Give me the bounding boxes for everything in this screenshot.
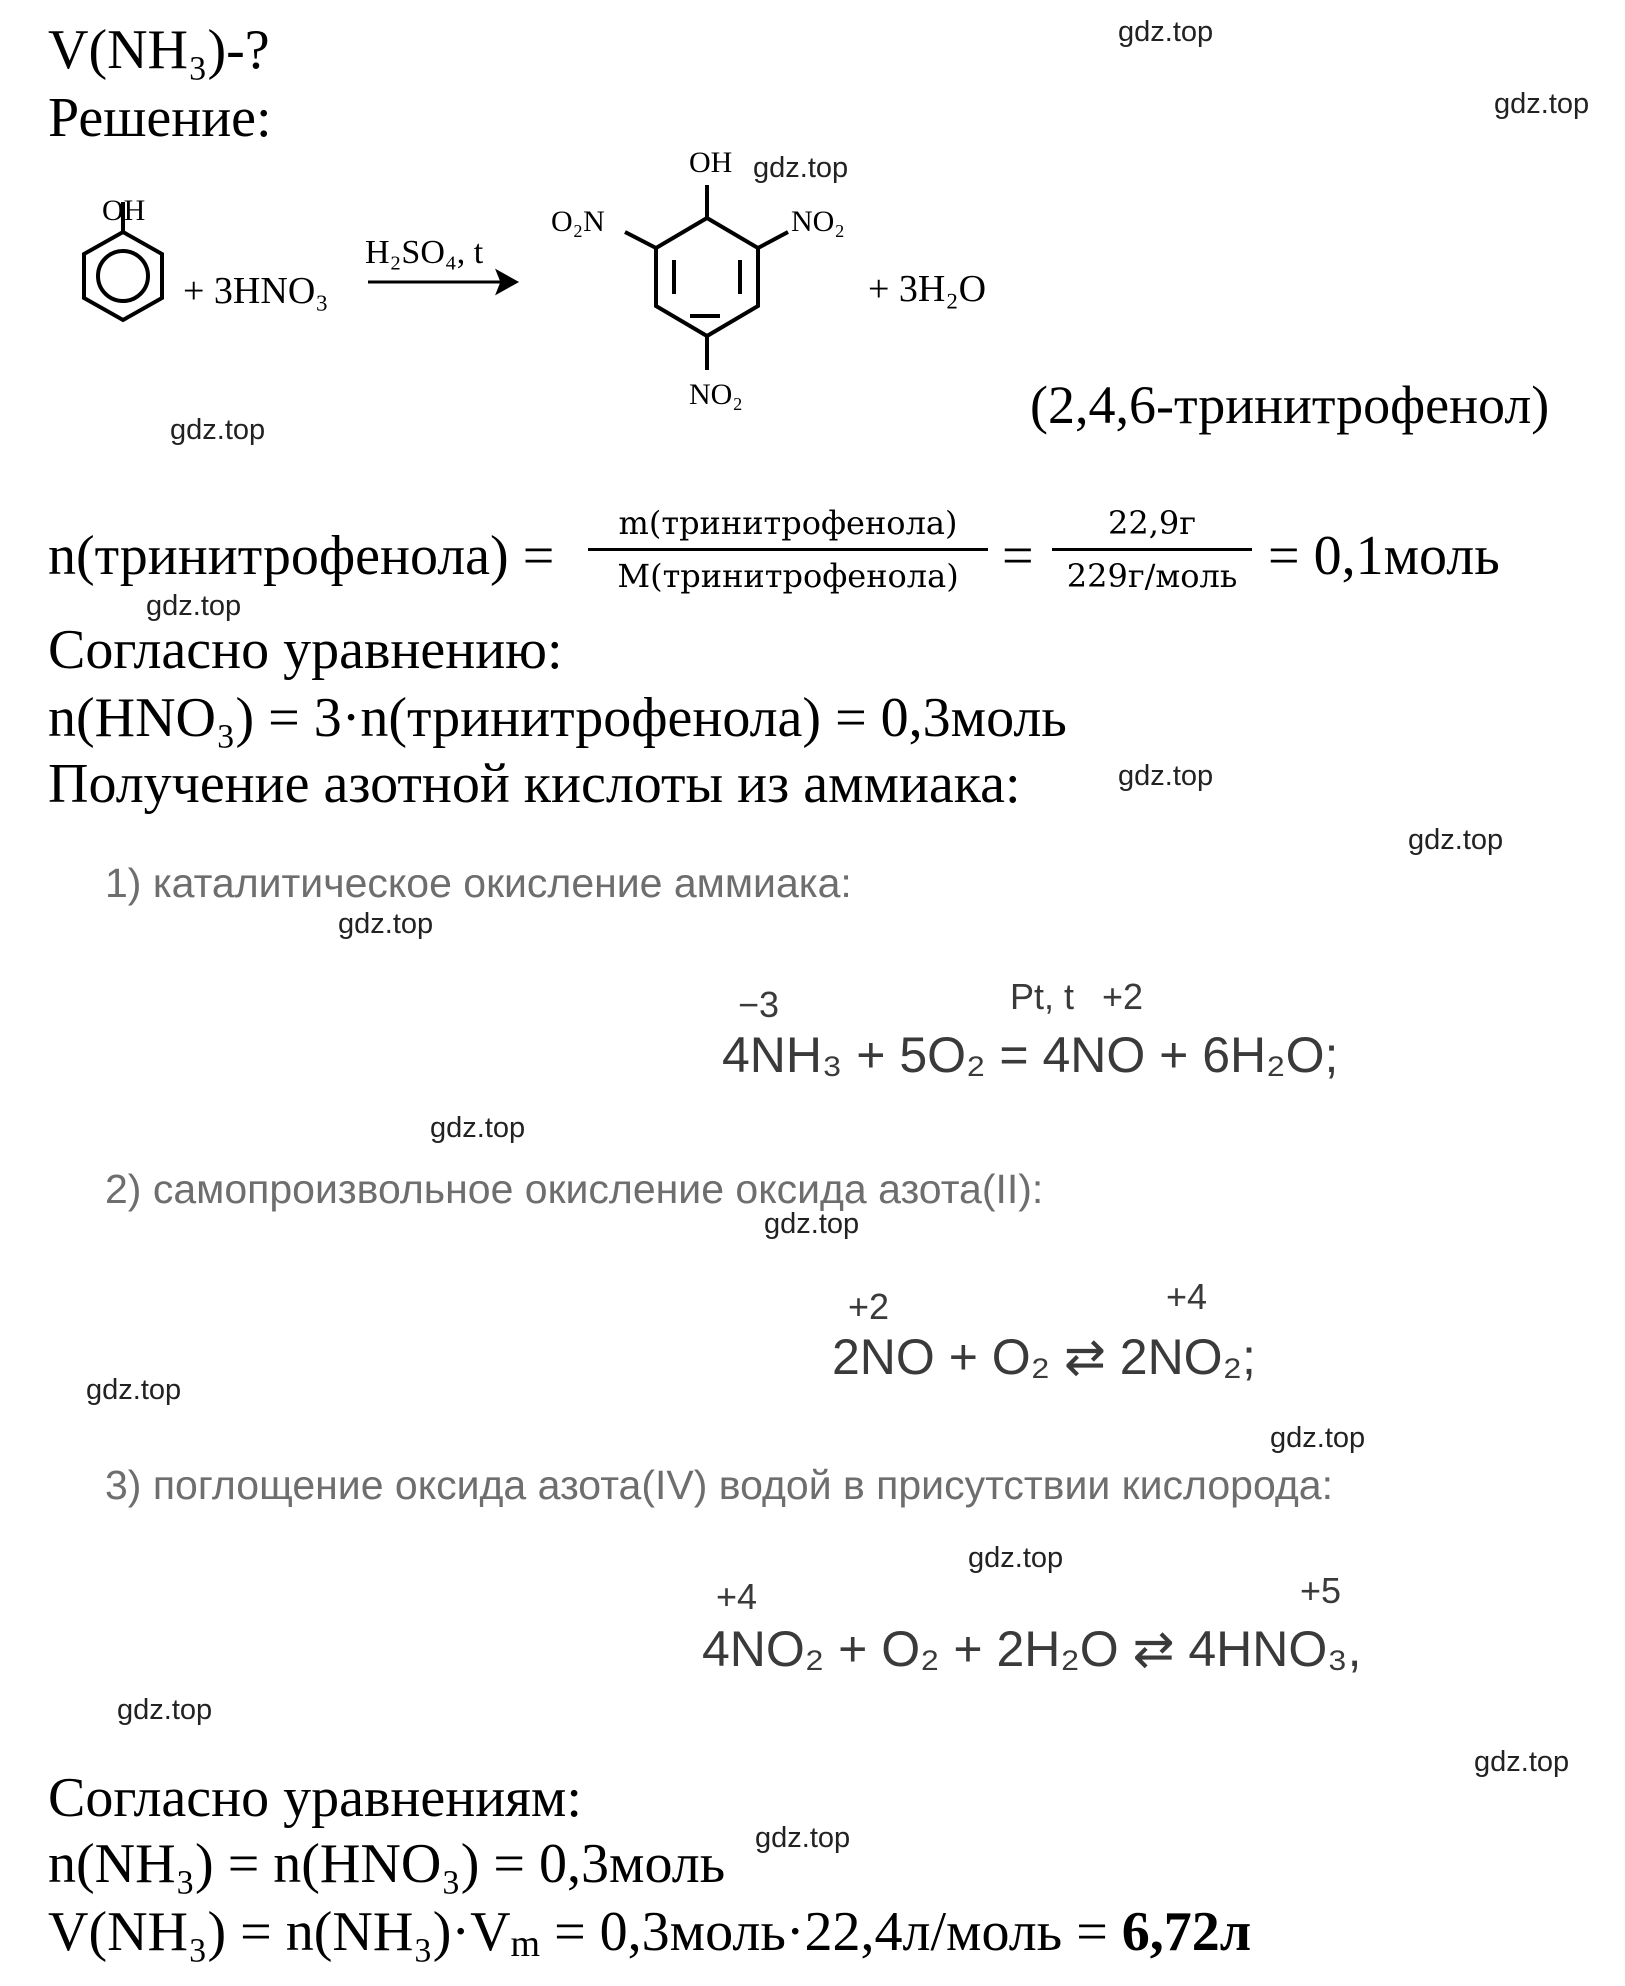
step3-ox-right: +5 [1300, 1570, 1342, 1611]
step2-equation: 2NO + O₂ ⇄ 2NO₂; [832, 1329, 1256, 1385]
phenol-oh-label: OH [102, 194, 146, 227]
watermark: gdz.top [146, 590, 242, 622]
product-oh-label: OH [689, 146, 733, 179]
reaction-arrow [368, 272, 516, 292]
watermark: gdz.top [1408, 824, 1504, 856]
product-o2n-label: O₂N [551, 205, 605, 238]
equals-sign: = [1002, 525, 1034, 587]
step1-text: 1) каталитическое окисление аммиака: [105, 860, 852, 906]
product-name: (2,4,6-тринитрофенол) [1030, 375, 1550, 435]
v-nh3-sub: m [510, 1923, 541, 1965]
watermark: gdz.top [753, 152, 849, 184]
v-nh3-prefix: V(NH₃) = n(NH₃)·V [48, 1901, 511, 1963]
fraction2-numerator: 22,9г [1052, 504, 1252, 551]
watermark: gdz.top [1474, 1746, 1570, 1778]
product-no2-bottom-label: NO₂ [689, 378, 743, 411]
watermark: gdz.top [338, 908, 434, 940]
find-line: V(NH₃)-? [48, 19, 270, 81]
step1-equation: 4NH₃ + 5O₂ = 4NO + 6H₂O; [722, 1027, 1339, 1083]
v-nh3-line [48, 1901, 1252, 1965]
step2-ox-right: +4 [1166, 1276, 1208, 1317]
byproduct-water: + 3H₂O [868, 268, 987, 310]
fraction1-denominator: M(тринитрофенола) [617, 557, 959, 595]
n-nh3-line: n(NH₃) = n(HNO₃) = 0,3моль [48, 1833, 726, 1895]
watermark: gdz.top [1118, 16, 1214, 48]
n-tnp-lhs: n(тринитрофенола) = [48, 525, 555, 587]
n-hno3-line: n(HNO₃) = 3·n(тринитрофенола) = 0,3моль [48, 687, 1067, 749]
fraction-values [1052, 504, 1252, 595]
per-equation-line: Согласно уравнению: [48, 619, 563, 681]
fraction2-denominator: 229г/моль [1066, 557, 1238, 595]
watermark: gdz.top [117, 1694, 213, 1726]
watermark: gdz.top [1494, 88, 1590, 120]
watermark: gdz.top [968, 1542, 1064, 1574]
product-no2-right-label: NO₂ [791, 205, 845, 238]
trinitrophenol-ring [625, 185, 788, 370]
step1-condition: Pt, t [1010, 976, 1075, 1017]
watermark: gdz.top [1270, 1422, 1366, 1454]
watermark: gdz.top [764, 1208, 860, 1240]
watermark: gdz.top [755, 1822, 851, 1854]
step2-ox-left: +2 [848, 1286, 890, 1327]
answer-value: 6,72л [1121, 1901, 1252, 1963]
reaction-condition: H₂SO₄, t [365, 234, 484, 271]
watermark: gdz.top [170, 414, 266, 446]
step1-ox-right: +2 [1102, 976, 1144, 1017]
step3-text: 3) поглощение оксида азота(IV) водой в присутствии кислорода: [105, 1462, 1333, 1508]
fraction1-numerator: m(тринитрофенола) [588, 504, 988, 551]
n-tnp-result: = 0,1моль [1268, 525, 1500, 587]
step3-equation: 4NO₂ + O₂ + 2H₂O ⇄ 4HNO₃, [702, 1621, 1362, 1677]
solution-heading: Решение: [48, 87, 272, 149]
reagent-hno3: + 3HNO₃ [183, 270, 329, 312]
obtaining-line: Получение азотной кислоты из аммиака: [48, 753, 1021, 815]
watermark: gdz.top [430, 1112, 526, 1144]
per-equations-line: Согласно уравнениям: [48, 1767, 582, 1829]
watermark: gdz.top [1118, 760, 1214, 792]
v-nh3-mid: = 0,3моль·22,4л/моль = [540, 1901, 1122, 1963]
fraction-mass-over-molar [588, 504, 988, 595]
step3-ox-left: +4 [716, 1576, 758, 1617]
watermark: gdz.top [86, 1374, 182, 1406]
step2-text: 2) самопроизвольное окисление оксида азота(II): [105, 1166, 1044, 1212]
step1-ox-left: −3 [738, 984, 780, 1025]
